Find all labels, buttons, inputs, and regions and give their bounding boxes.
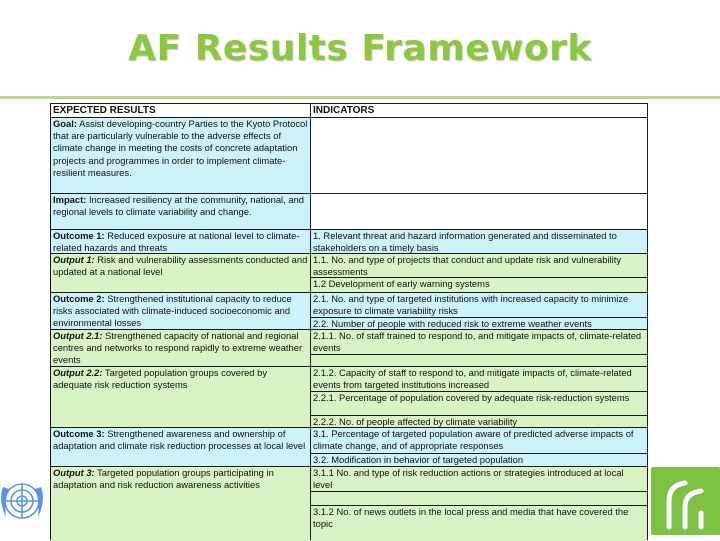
indicator-empty <box>311 492 647 506</box>
result-output-2-1 <box>51 330 310 367</box>
indicator-empty <box>311 355 647 367</box>
result-text: Targeted population groups covered by adequate risk reduction systems <box>53 367 268 391</box>
result-text: Reduced exposure at national level to climate-related hazards and threats <box>53 230 300 254</box>
result-label: Output 3: <box>53 467 95 478</box>
page-title: AF Results Framework <box>128 28 592 69</box>
indicator-1-1: 1.1. No. and type of projects that conduct and update risk and vulnerability assessments <box>311 254 647 278</box>
result-label: Outcome 3: <box>53 428 105 439</box>
title-underline <box>0 96 720 99</box>
indicator-1: 1. Relevant threat and hazard information generated and disseminated to stakeholders on a timely basis <box>311 230 647 254</box>
result-label: Output 2.1: <box>53 330 103 341</box>
result-text: Strengthened capacity of national and regional centres and networks to respond rapidly to extreme weather events <box>53 330 303 366</box>
indicator-3-1-2: 3.1.2 No. of news outlets in the local press and media that have covered the topic <box>311 506 647 541</box>
un-emblem-logo <box>0 465 50 535</box>
result-text: Strengthened institutional capacity to reduce risks associated with climate-induced socioeconomic and environmental losses <box>53 293 292 329</box>
result-text: Targeted population groups participating in adaptation and risk reduction awareness activities <box>53 467 274 491</box>
result-text: Risk and vulnerability assessments conducted and updated at a national level <box>53 254 308 278</box>
result-text: Assist developing-country Parties to the Kyoto Protocol that are particularly vulnerable to the adverse effects of climate change in meeting the costs of concrete adaptation projects and programmes in order to implement climate-resilient measures. <box>53 118 308 178</box>
result-label: Output 2.2: <box>53 367 103 378</box>
indicator-2-2-1: 2.2.1. Percentage of population covered by adequate risk-reduction systems <box>311 392 647 416</box>
result-outcome-1 <box>51 230 310 254</box>
result-outcome-2 <box>51 293 310 330</box>
result-impact <box>51 194 310 230</box>
result-label: Outcome 2: <box>53 293 105 304</box>
result-label: Outcome 1: <box>53 230 105 241</box>
results-framework-table <box>50 103 648 540</box>
result-label: Output 1: <box>53 254 95 265</box>
result-output-3 <box>51 467 310 541</box>
indicator-goal-empty <box>311 118 647 194</box>
indicator-2-2-2: 2.2.2. No. of people affected by climate variability <box>311 416 647 428</box>
indicator-3-1: 3.1. Percentage of targeted population aware of predicted adverse impacts of climate change, and of appropriate responses <box>311 428 647 454</box>
result-text: Strengthened awareness and ownership of adaptation and climate risk reduction processes at local level <box>53 428 306 452</box>
indicator-2-1-2: 2.1.2. Capacity of staff to respond to, and mitigate impacts of, climate-related events from targeted institutions increased <box>311 367 647 392</box>
result-output-2-2 <box>51 367 310 428</box>
result-label: Goal: <box>53 118 77 129</box>
result-output-1 <box>51 254 310 293</box>
header-expected-results: EXPECTED RESULTS <box>51 104 310 118</box>
indicator-3-1-1: 3.1.1 No. and type of risk reduction actions or strategies introduced at local level <box>311 467 647 492</box>
result-goal <box>51 118 310 194</box>
indicator-2-1: 2.1. No. and type of targeted institutions with increased capacity to minimize exposure to climate variability risks <box>311 293 647 318</box>
indicator-3-2: 3.2. Modification in behavior of targeted population <box>311 454 647 467</box>
result-label: Impact: <box>53 194 87 205</box>
indicator-2-2: 2.2. Number of people with reduced risk to extreme weather events <box>311 318 647 330</box>
indicator-impact-empty <box>311 194 647 230</box>
indicator-1-2: 1.2 Development of early warning systems <box>311 278 647 293</box>
header-indicators: INDICATORS <box>311 104 647 118</box>
af-leaf-icon <box>651 467 720 535</box>
indicators-column <box>311 104 647 539</box>
result-outcome-3 <box>51 428 310 467</box>
expected-results-column <box>51 104 310 539</box>
adaptation-fund-logo <box>651 467 720 535</box>
result-text: Increased resiliency at the community, national, and regional levels to climate variability and change. <box>53 194 304 218</box>
indicator-2-1-1: 2.1.1. No. of staff trained to respond to, and mitigate impacts of, climate-related events <box>311 330 647 355</box>
